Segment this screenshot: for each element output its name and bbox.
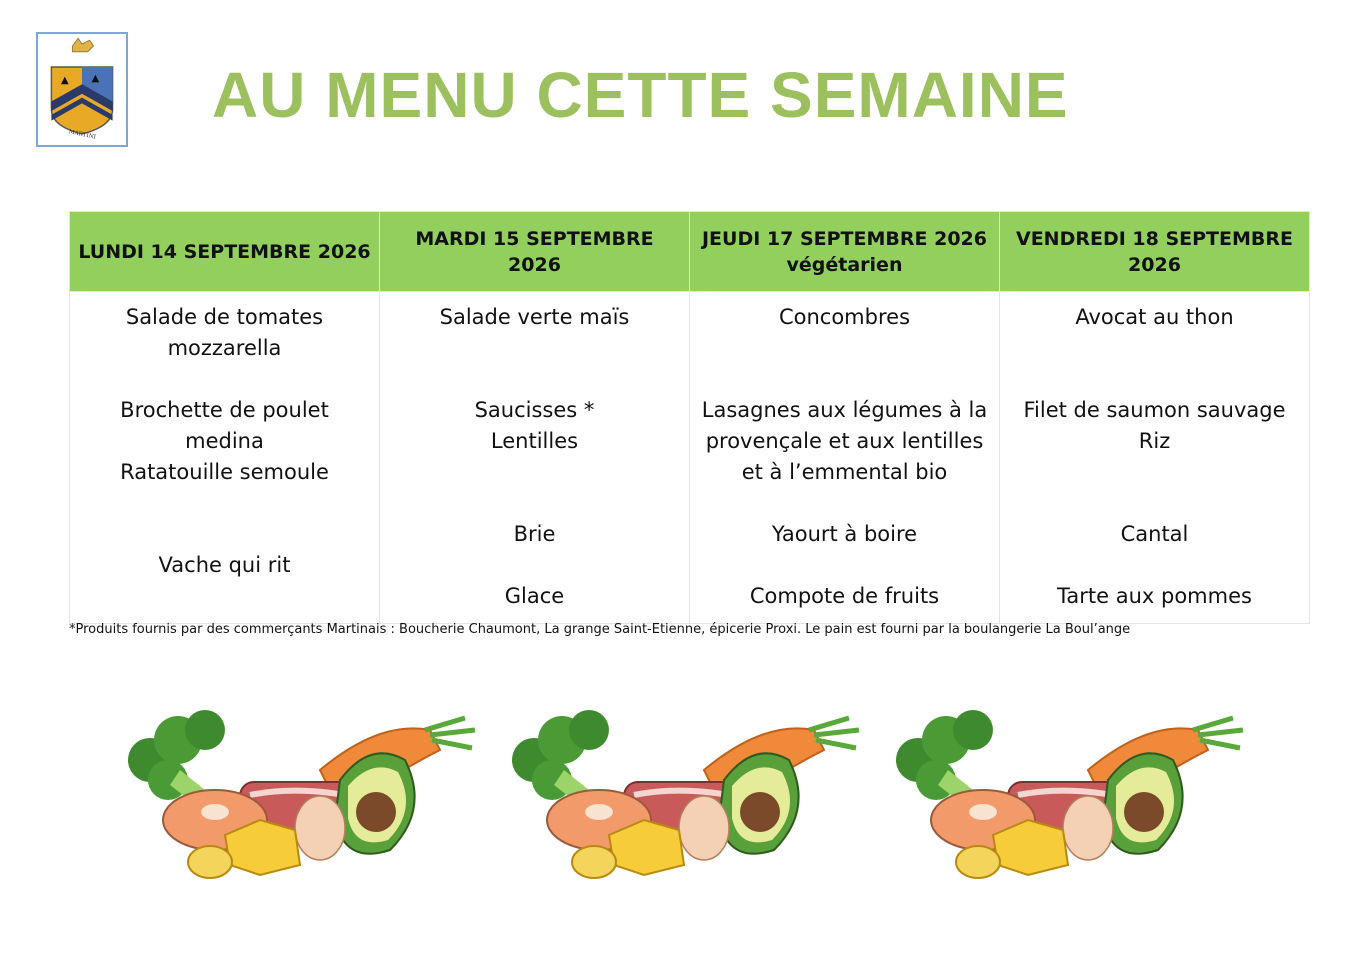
day-header-monday	[70, 212, 380, 292]
menu-line	[698, 550, 991, 581]
menu-line: et à l’emmental bio	[741, 460, 948, 484]
menu-line: Filet de saumon sauvage	[1023, 398, 1286, 422]
coat-of-arms-icon	[38, 34, 126, 145]
menu-line: Avocat au thon	[1075, 305, 1234, 329]
menu-line	[388, 550, 681, 581]
menu-line: Vache qui rit	[158, 553, 291, 577]
day-header-friday	[1000, 212, 1310, 292]
menu-line	[1008, 550, 1301, 581]
vegetables-illustration	[504, 700, 874, 890]
menu-line	[1008, 488, 1301, 519]
food-icon	[888, 700, 1258, 890]
menu-header-row	[70, 212, 1310, 292]
svg-text:MARTINI: MARTINI	[68, 129, 97, 141]
page-title: AU MENU CETTE SEMAINE	[212, 59, 1069, 131]
day-menu-thursday	[690, 292, 1000, 624]
day-menu-tuesday	[380, 292, 690, 624]
day-header-tuesday	[380, 212, 690, 292]
vegetables-illustration	[120, 700, 490, 890]
food-icon	[120, 700, 490, 890]
menu-line	[388, 333, 681, 364]
menu-line	[1008, 457, 1301, 488]
menu-body-row	[70, 292, 1310, 624]
day-sublabel: végétarien	[786, 253, 903, 276]
menu-line: Riz	[1138, 429, 1171, 453]
menu-line: Compote de fruits	[749, 584, 940, 608]
menu-line: Glace	[504, 584, 565, 608]
menu-line	[388, 457, 681, 488]
menu-line: Brie	[513, 522, 556, 546]
menu-line: Ratatouille semoule	[120, 460, 329, 484]
menu-line	[388, 364, 681, 395]
day-label: VENDREDI 18 SEPTEMBRE 2026	[1015, 227, 1293, 276]
menu-line	[78, 364, 371, 395]
menu-line: Brochette de poulet	[120, 398, 329, 422]
menu-line: provençale et aux lentilles	[705, 429, 984, 453]
day-label: MARDI 15 SEPTEMBRE 2026	[415, 227, 654, 276]
menu-line: Lasagnes aux légumes à la	[701, 398, 988, 422]
food-icon	[504, 700, 874, 890]
menu-line	[78, 488, 371, 519]
day-menu-friday	[1000, 292, 1310, 624]
menu-line: mozzarella	[167, 336, 282, 360]
day-label: JEUDI 17 SEPTEMBRE 2026	[701, 227, 987, 250]
menu-line: Yaourt à boire	[771, 522, 918, 546]
day-menu-monday	[70, 292, 380, 624]
menu-line	[388, 488, 681, 519]
menu-line: medina	[185, 429, 264, 453]
menu-line: Lentilles	[490, 429, 579, 453]
menu-line	[698, 364, 991, 395]
menu-line: Tarte aux pommes	[1057, 584, 1252, 608]
coat-of-arms-logo	[36, 32, 128, 147]
menu-table	[69, 211, 1310, 624]
menu-line	[1008, 364, 1301, 395]
menu-line	[78, 519, 371, 550]
vegetables-illustration	[888, 700, 1258, 890]
menu-line: Concombres	[778, 305, 911, 329]
menu-line	[1008, 333, 1301, 364]
menu-line: Saucisses *	[474, 398, 595, 422]
footnote: *Produits fournis par des commerçants Martinais : Boucherie Chaumont, La grange Saint-Etienne, épicerie Proxi. Le pain est fourni par la boulangerie La Boul’ange	[69, 622, 1131, 637]
day-header-thursday	[690, 212, 1000, 292]
menu-line	[698, 333, 991, 364]
day-label: LUNDI 14 SEPTEMBRE 2026	[78, 240, 371, 263]
menu-line: Salade de tomates	[125, 305, 324, 329]
menu-line: Cantal	[1120, 522, 1189, 546]
menu-line: Salade verte maïs	[439, 305, 630, 329]
menu-line	[698, 488, 991, 519]
